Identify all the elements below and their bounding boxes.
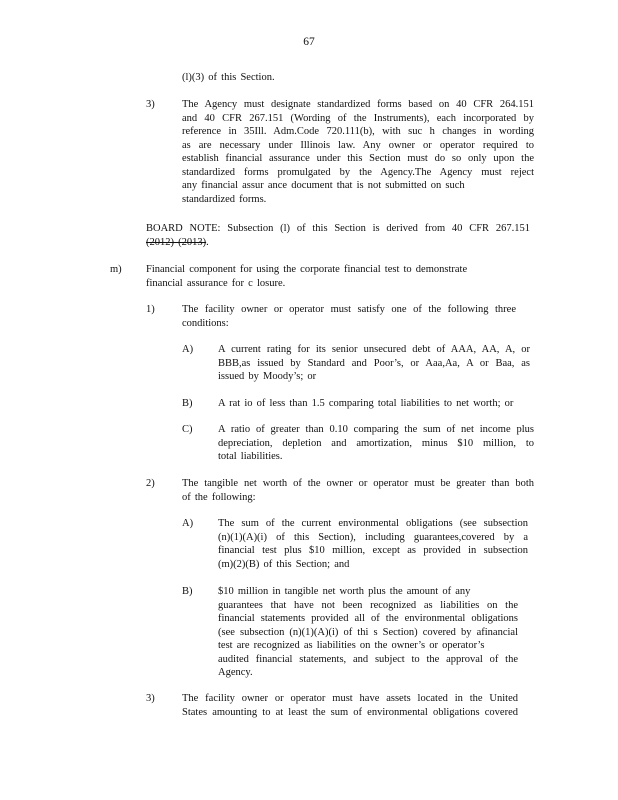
item-m3-label: 3) <box>146 693 155 704</box>
previous-item-fragment: (l)(3) of this Section. <box>182 72 275 83</box>
item-m1B-label: B) <box>182 398 193 409</box>
item-m-label: m) <box>110 264 122 275</box>
item-m2A-label: A) <box>182 518 194 529</box>
item-m2A-paragraph: The sum of the current environmental obligations (see subsection (n)(1)(A)(i) of this Section), including guarantees,covered by a financial test plus $10 million, except as provided in subsection (m)(2)(B) of this Section; and <box>218 518 528 570</box>
item-m2-label: 2) <box>146 478 155 489</box>
page-number: 67 <box>303 36 315 48</box>
struck-text: (2012) (2013) <box>146 236 207 248</box>
item-m1-label: 1) <box>146 304 155 315</box>
item-m2B-label: B) <box>182 586 193 597</box>
item-m1B-paragraph: A rat io of less than 1.5 comparing total liabilities to net worth; or <box>218 398 514 409</box>
item-m1C-label: C) <box>182 424 193 435</box>
item-l3-label: 3) <box>146 99 155 110</box>
item-m1C-paragraph: A ratio of greater than 0.10 comparing the sum of net income plus depreciation, depletion and amortization, minus $10 million, to total liabilities. <box>218 424 534 462</box>
board-note: BOARD NOTE: Subsection (l) of this Section is derived from 40 CFR 267.151 (2012) (2013). <box>146 223 530 248</box>
item-m1A-label: A) <box>182 344 194 355</box>
item-m1-paragraph: The facility owner or operator must satisfy one of the following three conditions: <box>182 304 516 329</box>
item-m2B-paragraph: $10 million in tangible net worth plus the amount of any guarantees that have not been recognized as liabilities on the financial statements provided all of the environmental obligations (see subsection (n)(1)(A)(i) of thi s Section) covered by afinancial test are recognized as liabilities on the owner’s or operator’s audited financial statements, and subject to the approval of the Agency. <box>218 586 518 678</box>
item-l3-paragraph: The Agency must designate standardized forms based on 40 CFR 264.151 and 40 CFR 267.151 (Wording of the Instruments), each incorporated by reference in 35Ill. Adm.Code 720.111(b), with suc h changes in wording as are necessary under Illinois law. Any owner or operator required to establish financial assurance under this Section must do so only upon the standardized forms promulgated by the Agency.The Agency must reject any financial assur ance document that is not submitted on such standardized forms. <box>182 99 534 205</box>
item-m2-paragraph: The tangible net worth of the owner or operator must be greater than both of the following: <box>182 478 534 503</box>
item-m3-paragraph: The facility owner or operator must have assets located in the United States amounting to at least the sum of environmental obligations covered <box>182 693 518 718</box>
item-m1A-paragraph: A current rating for its senior unsecured debt of AAA, AA, A, or BBB,as issued by Standard and Poor’s, or Aaa,Aa, A or Baa, as issued by Moody’s; or <box>218 344 530 382</box>
item-m-paragraph: Financial component for using the corporate financial test to demonstrate financial assurance for c losure. <box>146 264 468 289</box>
